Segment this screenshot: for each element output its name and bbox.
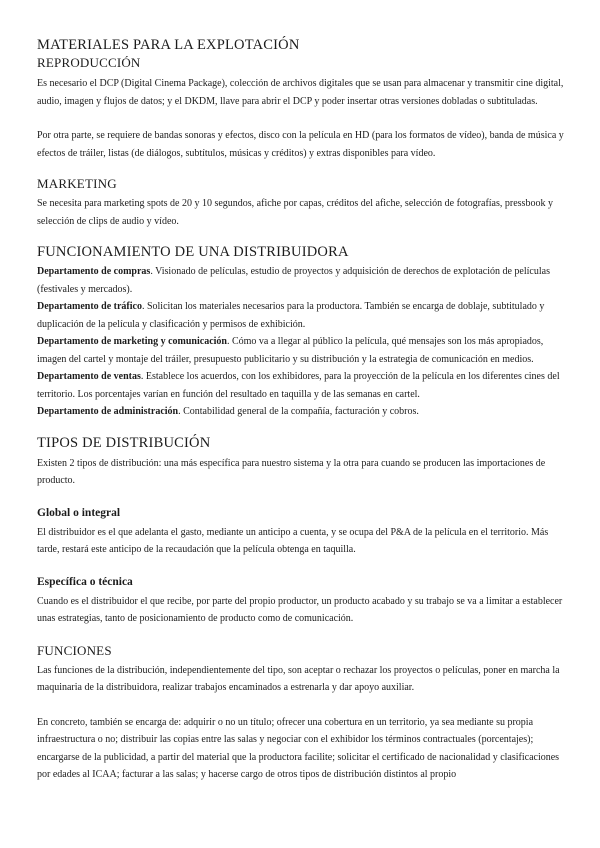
section-title-funcionamiento: FUNCIONAMIENTO DE UNA DISTRIBUIDORA (37, 244, 349, 260)
department-term: Departamento de administración (37, 406, 179, 417)
section-title-tipos: TIPOS DE DISTRIBUCIÓN (37, 434, 211, 451)
subsection-title-marketing: MARKETING (37, 176, 117, 191)
department-text: . Visionado de películas, estudio de proyectos y adquisición de derechos de explotación de películas (festivales y mercados). (37, 266, 550, 295)
paragraph-especifica: Cuando es el distribuidor el que recibe, por parte del propio productor, un producto acabado y su trabajo se va a limitar a establecer unas estrategias, tanto de posicionamiento de producto como de comunicación. (37, 595, 563, 624)
paragraph-marketing: Se necesita para marketing spots de 20 y 10 segundos, afiche por capas, créditos del afiche, selección de fotografías, pressbook y selección de clips de audio y vídeo. (37, 198, 553, 227)
subsection-title-funciones: FUNCIONES (37, 642, 112, 658)
section-title-materiales: MATERIALES PARA LA EXPLOTACIÓN (37, 37, 300, 53)
subsection-title-reproduccion: REPRODUCCIÓN (37, 55, 141, 70)
paragraph-global: El distribuidor es el que adelanta el gasto, mediante un anticipo a cuenta, y se ocupa del P&A de la película en el territorio. Más tarde, restará este anticipo de la recaudación que la película obtenga en taquilla. (37, 526, 549, 555)
department-term: Departamento de marketing y comunicación (37, 336, 227, 347)
department-term: Departamento de compras (37, 266, 151, 277)
subsection-title-global: Global o integral (37, 506, 121, 519)
paragraph-tipos-intro: Existen 2 tipos de distribución: una más específica para nuestro sistema y la otra para cuando se producen las importaciones de producto. (37, 457, 546, 486)
paragraph-funciones-1: Las funciones de la distribución, independientemente del tipo, son aceptar o rechazar los proyectos o películas, poner en marcha la maquinaria de la distribuidora, realizar trabajos encaminados a estrenarla y dar apoyo auxiliar. (37, 664, 560, 693)
department-text: . Establece los acuerdos, con los exhibidores, para la proyección de la película en los diferentes cines del territorio. Los porcentajes varían en función del resultado en taquilla y de las semanas en cartel. (37, 371, 560, 400)
subsection-title-especifica: Específica o técnica (37, 575, 133, 588)
department-item (37, 333, 567, 368)
department-item (37, 368, 567, 403)
department-list (37, 263, 567, 421)
department-term: Departamento de tráfico (37, 301, 142, 312)
department-term: Departamento de ventas (37, 371, 141, 382)
paragraph-funciones-2: En concreto, también se encarga de: adquirir o no un título; ofrecer una cobertura en un territorio, ya sea mediante su propia infraestructura o no; distribuir las copias entre las salas y negociar con el exhibidor los términos contractuales (porcentajes); encargarse de la publicidad, a partir del material que la productora facilite; solicitar el certificado de nacionalidad y clasificaciones por edades al ICAA; facturar a las salas; y hacerse cargo de otros tipos de distribución distintos al propio (37, 716, 560, 780)
department-item (37, 263, 567, 298)
document-page (37, 36, 567, 784)
department-item (37, 298, 567, 333)
paragraph-reproduccion-2: Por otra parte, se requiere de bandas sonoras y efectos, disco con la película en HD (para los formatos de vídeo), banda de música y efectos de tráiler, listas (de diálogos, subtítulos, músicas y créditos) y extras disponibles para vídeo. (37, 130, 564, 159)
paragraph-reproduccion-1: Es necesario el DCP (Digital Cinema Package), colección de archivos digitales que se usan para almacenar y transmitir cine digital, audio, imagen y flujos de datos; y el DKDM, llave para abrir el DCP y poder insertar otras versiones dobladas o subtituladas. (37, 78, 564, 107)
department-text: . Solicitan los materiales necesarios para la productora. También se encarga de doblaje, subtitulado y duplicación de la película y clasificación y permisos de exhibición. (37, 301, 545, 330)
department-item (37, 403, 567, 421)
department-text: . Cómo va a llegar al público la película, qué mensajes son los más apropiados, imagen del cartel y montaje del tráiler, presupuesto publicitario y su distribución y la estrategia de comunicación en medios. (37, 336, 544, 365)
department-text: . Contabilidad general de la compañía, facturación y cobros. (178, 406, 419, 417)
